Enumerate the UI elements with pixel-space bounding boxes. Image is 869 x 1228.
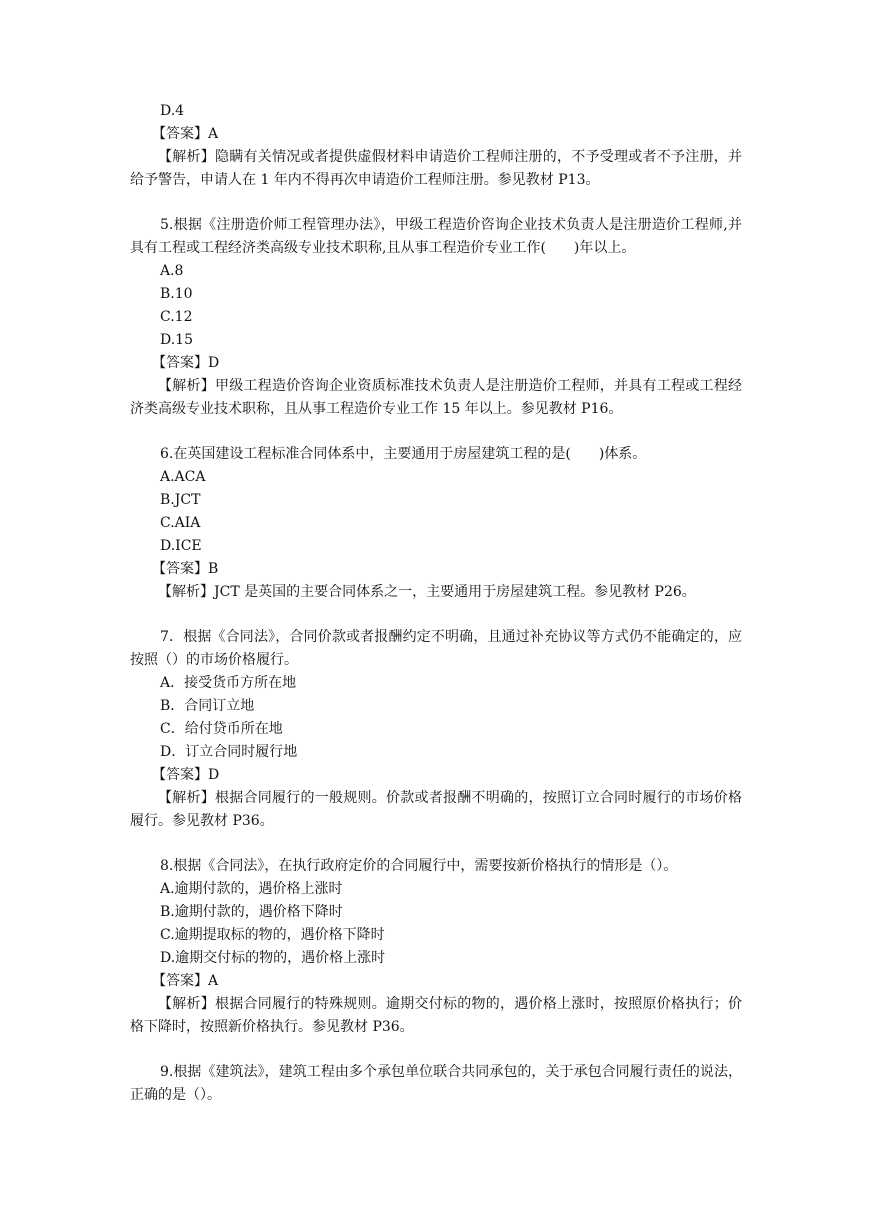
q8-option: A.逾期付款的，遇价格上涨时 bbox=[160, 881, 343, 897]
q5-option: B.10 bbox=[160, 286, 193, 302]
q5-stem: 5.根据《注册造价师工程管理办法》，甲级工程造价咨询企业技术负责人是注册造价工程师,并具有工程或工程经济类高级专业技术职称,且从事工程造价专业工作( )年以上。 bbox=[130, 217, 742, 256]
q5-option: A.8 bbox=[160, 263, 184, 279]
q8-option: C.逾期提取标的物的，遇价格下降时 bbox=[160, 927, 385, 943]
document-page bbox=[130, 100, 742, 1107]
q5-option: C.12 bbox=[160, 309, 193, 325]
q7-option: C．给付贷币所在地 bbox=[160, 721, 283, 737]
q5-option: D.15 bbox=[160, 332, 193, 348]
q5-answer: 【答案】D bbox=[152, 355, 220, 371]
q4-answer: 【答案】A bbox=[152, 126, 219, 142]
q8-option: B.逾期付款的，遇价格下降时 bbox=[160, 904, 343, 920]
q7-answer: 【答案】D bbox=[152, 767, 220, 783]
q7-stem: 7．根据《合同法》，合同价款或者报酬约定不明确，且通过补充协议等方式仍不能确定的，应按照（）的市场价格履行。 bbox=[130, 629, 742, 668]
q5-analysis: 【解析】甲级工程造价咨询企业资质标准技术负责人是注册造价工程师，并具有工程或工程经济类高级专业技术职称，且从事工程造价专业工作 15 年以上。参见教材 P16。 bbox=[130, 378, 742, 417]
q6-option: B.JCT bbox=[160, 492, 201, 508]
q7-option: D．订立合同时履行地 bbox=[160, 744, 298, 760]
q6-analysis: 【解析】JCT 是英国的主要合同体系之一，主要通用于房屋建筑工程。参见教材 P26。 bbox=[158, 584, 696, 600]
q4-analysis: 【解析】隐瞒有关情况或者提供虚假材料申请造价工程师注册的，不予受理或者不予注册，并给予警告，申请人在 1 年内不得再次申请造价工程师注册。参见教材 P13。 bbox=[130, 149, 742, 188]
q8-answer: 【答案】A bbox=[152, 973, 219, 989]
q6-option: D.ICE bbox=[160, 538, 202, 554]
q7-option: B．合同订立地 bbox=[160, 698, 255, 714]
q7-analysis: 【解析】根据合同履行的一般规则。价款或者报酬不明确的，按照订立合同时履行的市场价格履行。参见教材 P36。 bbox=[130, 790, 742, 829]
q8-analysis: 【解析】根据合同履行的特殊规则。逾期交付标的物的，遇价格上涨时，按照原价格执行；价格下降时，按照新价格执行。参见教材 P36。 bbox=[130, 996, 742, 1035]
q8-option: D.逾期交付标的物的，遇价格上涨时 bbox=[160, 950, 386, 966]
q9-stem: 9.根据《建筑法》，建筑工程由多个承包单位联合共同承包的，关于承包合同履行责任的说法，正确的是（）。 bbox=[130, 1064, 742, 1103]
q8-stem: 8.根据《合同法》，在执行政府定价的合同履行中，需要按新价格执行的情形是（）。 bbox=[160, 858, 678, 874]
q6-option: A.ACA bbox=[160, 469, 206, 485]
q6-answer: 【答案】B bbox=[152, 561, 219, 577]
q6-option: C.AIA bbox=[160, 515, 201, 531]
q7-option: A．接受货币方所在地 bbox=[160, 675, 297, 691]
q6-stem: 6.在英国建设工程标准合同体系中，主要通用于房屋建筑工程的是( )体系。 bbox=[160, 446, 647, 462]
q4-option-d: D.4 bbox=[160, 103, 185, 119]
